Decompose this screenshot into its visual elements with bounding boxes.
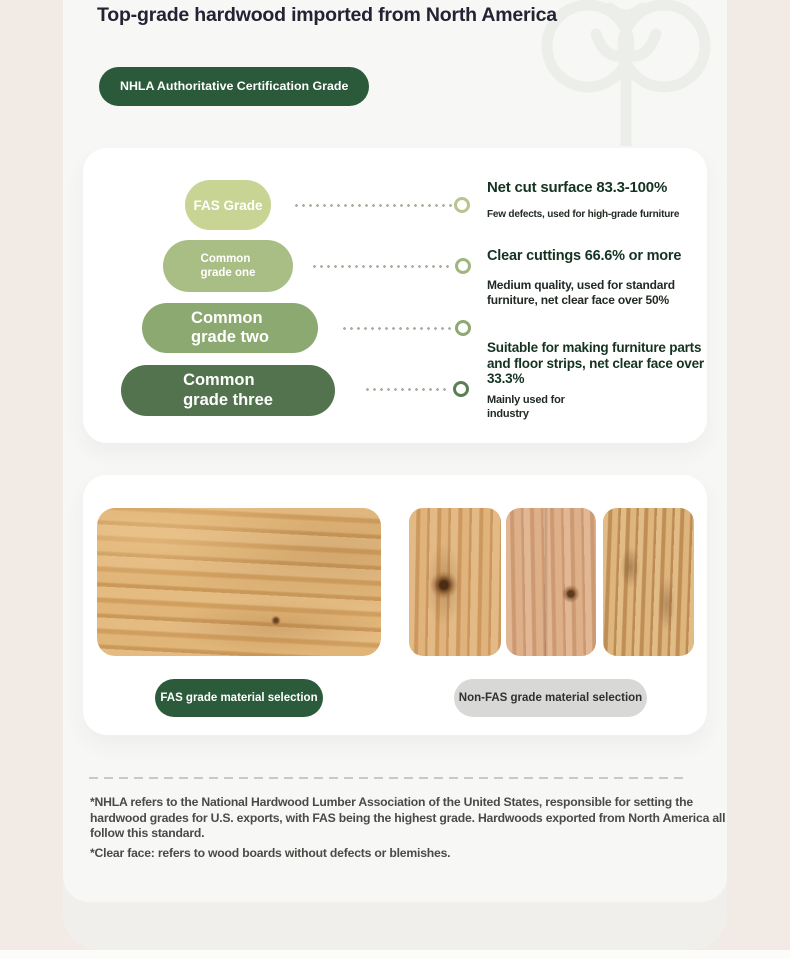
grade-heading: Suitable for making furniture parts and floor strips, net clear face over 33.3%: [487, 340, 704, 386]
grade-pill-fas: [185, 180, 271, 230]
grade-pill-common-one: [163, 240, 293, 292]
grade-pill-label: FAS Grade: [193, 197, 263, 213]
grade-chart-card: [83, 148, 707, 443]
dotted-leader-line: [364, 387, 450, 392]
wood-image-small-3: [603, 508, 694, 656]
grade-pill-label: Common grade two: [191, 308, 269, 346]
grade-node-circle: [455, 320, 471, 336]
footnote-divider: [89, 777, 687, 779]
grade-pill-common-two: [142, 303, 318, 353]
dotted-leader-line: [341, 326, 453, 331]
dotted-leader-line: [293, 203, 453, 208]
grade-node-circle: [454, 197, 470, 213]
wood-image-small-1: [409, 508, 501, 656]
grade-pill-label: Common grade one: [200, 253, 256, 279]
materials-card: [83, 475, 707, 735]
grade-description: Few defects, used for high-grade furniture: [487, 209, 680, 220]
next-section-strip: [0, 950, 790, 959]
grade-description: Medium quality, used for standard furniture, net clear face over 50%: [487, 278, 675, 307]
grade-node-circle: [455, 258, 471, 274]
non-fas-selection-button[interactable]: Non-FAS grade material selection: [454, 679, 647, 717]
footnote-clear-face: *Clear face: refers to wood boards without defects or blemishes.: [90, 846, 451, 860]
grade-pill-label: Common grade three: [183, 371, 273, 409]
wood-image-large: [97, 508, 381, 656]
content-panel: [63, 0, 727, 902]
grade-heading: Clear cuttings 66.6% or more: [487, 248, 682, 264]
footnote-nhla: *NHLA refers to the National Hardwood Lumber Association of the United States, responsible for setting the hardwood grades for U.S. exports, with FAS being the highest grade. Hardwoods exported from North America all follow this standard.: [90, 795, 726, 840]
grade-description: Mainly used for industry: [487, 394, 565, 420]
page-title: Top-grade hardwood imported from North America: [97, 4, 557, 26]
grade-node-circle: [453, 381, 469, 397]
fas-selection-button[interactable]: FAS grade material selection: [155, 679, 323, 717]
certification-badge: NHLA Authoritative Certification Grade: [99, 67, 369, 106]
dotted-leader-line: [311, 264, 449, 269]
grade-heading: Net cut surface 83.3-100%: [487, 179, 668, 196]
wood-image-small-2: [506, 508, 596, 656]
grade-pill-common-three: [121, 365, 335, 416]
